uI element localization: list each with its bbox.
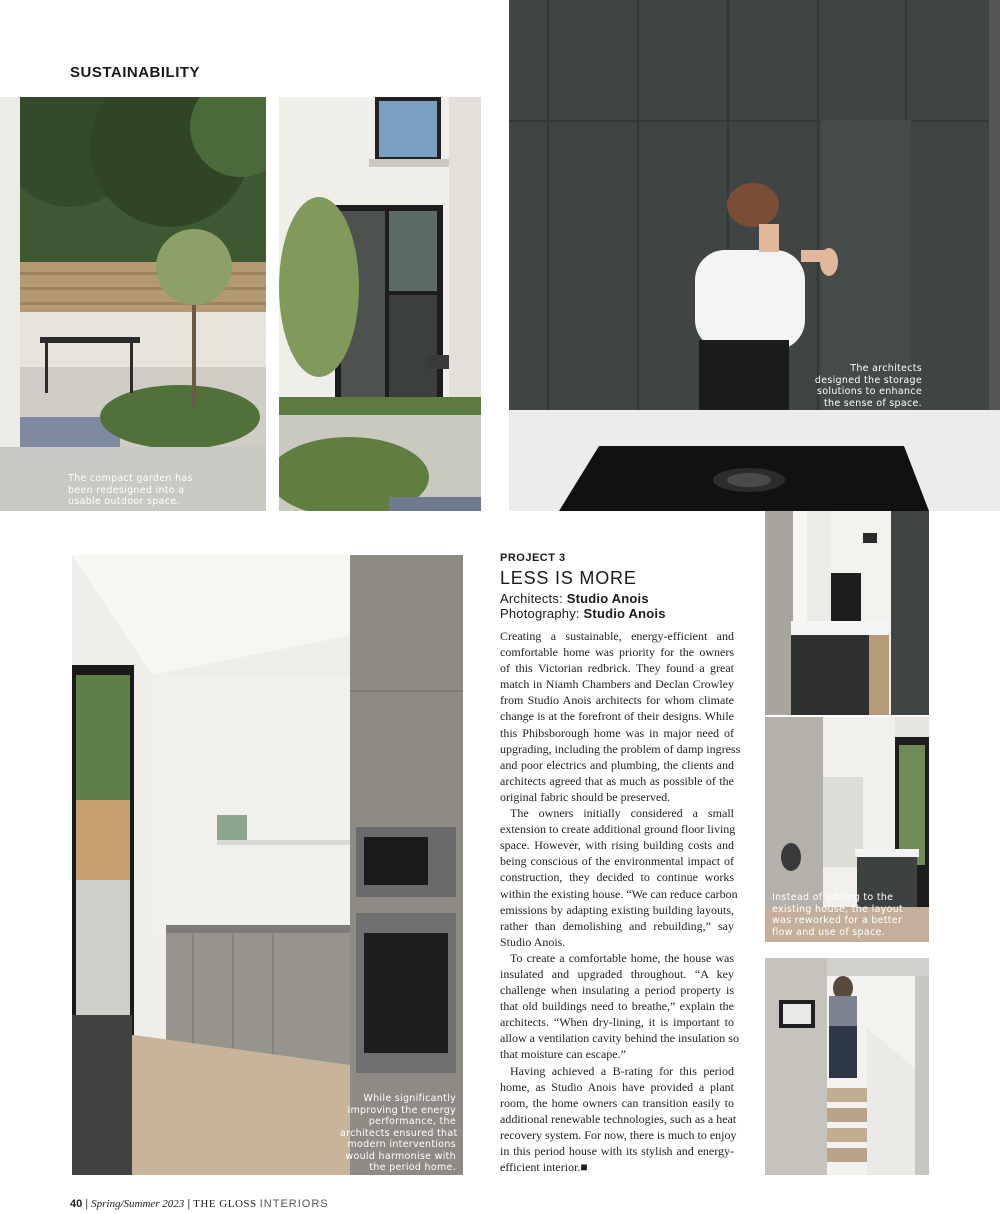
photography-credit: [500, 606, 666, 621]
body-line: in this period house with its stylish and energy-: [500, 1144, 734, 1158]
article-headline: LESS IS MORE: [500, 568, 637, 588]
body-line: architects agreed that as much as possible of the: [500, 773, 734, 788]
footer-separator: |: [187, 1198, 191, 1210]
body-line: this Phibsborough home was in major need of: [500, 725, 734, 740]
photography-value: Studio Anois: [583, 606, 666, 621]
body-line: construction, they decided to continue works: [500, 870, 734, 885]
body-line: home, as Studio Anois have provided a plant: [500, 1079, 734, 1094]
body-line: Having achieved a B-rating for this period: [510, 1063, 734, 1078]
magazine-section: INTERIORS: [259, 1198, 329, 1210]
body-line: match in Niamh Chambers and Declan Crowley: [500, 677, 734, 692]
caption-layout: Instead of adding to the existing house, the layout was reworked for a better flow and use of space.: [772, 892, 904, 938]
body-line: original fabric should be preserved.: [500, 789, 671, 804]
caption-kitchen: While significantly improving the energy performance, the architects ensured that modern interventions would harmonise with the period home.: [340, 1093, 458, 1173]
body-line: emissions by adapting existing building layouts,: [500, 902, 734, 917]
body-line: architects. “When dry-lining, it is important to: [500, 1015, 734, 1030]
exterior-photo: [279, 97, 481, 511]
body-line: To create a comfortable home, the house was: [510, 950, 734, 965]
project-kicker: PROJECT 3: [500, 552, 566, 564]
article-body: [500, 628, 741, 1175]
body-line: allow a ventilation cavity behind the insulation so: [500, 1031, 739, 1046]
body-line: from Studio Anois architects for whom climate: [500, 693, 734, 708]
body-line: of this Victorian redbrick. They found a great: [500, 661, 734, 676]
caption-storage: The architects designed the storage solutions to enhance the sense of space.: [814, 363, 922, 409]
body-line: Creating a sustainable, energy-efficient and: [500, 629, 734, 643]
magazine-name: THE GLOSS: [193, 1198, 257, 1210]
page-footer: [70, 1198, 329, 1210]
page-number: 40: [70, 1198, 83, 1210]
body-line: insulated and upgraded throughout. “A key: [500, 966, 734, 981]
body-line: comfortable home was priority for the owners: [500, 645, 734, 660]
garden-photo: [0, 97, 266, 511]
body-line: The owners initially considered a small: [510, 806, 734, 821]
body-line: Studio Anois.: [500, 934, 566, 949]
body-line: room, the home owners can transition easily to: [500, 1095, 734, 1110]
architects-credit: [500, 591, 649, 606]
body-line: being conscious of the environmental impact of: [500, 854, 734, 869]
body-line: efficient interior.■: [500, 1160, 588, 1175]
body-line: rather than demolishing and rebuilding,” say: [500, 918, 734, 933]
body-line: within the existing house. “We can reduce carbon: [500, 886, 738, 901]
staircase-photo: [765, 958, 929, 1175]
body-line: that moisture can escape.”: [500, 1047, 626, 1062]
body-line: upgrading, including the problem of damp ingress: [500, 741, 741, 756]
body-line: and poor electrics and plumbing, the clients and: [500, 757, 734, 772]
caption-garden: The compact garden has been redesigned into a usable outdoor space.: [68, 473, 193, 507]
body-line: additional renewable technologies, such as a heat: [500, 1111, 737, 1126]
body-line: recovery system. For now, there is much to enjoy: [500, 1127, 737, 1142]
body-line: that old buildings need to breathe,” explain the: [500, 999, 734, 1014]
photography-label: Photography:: [500, 606, 580, 621]
body-line: challenge when insulating a period property is: [500, 983, 734, 998]
architects-label: Architects:: [500, 591, 563, 606]
living-room-photo: [765, 511, 929, 715]
body-line: space. However, with rising building costs and: [500, 838, 734, 853]
issue-name: Spring/Summer 2023: [91, 1198, 185, 1210]
footer-separator: |: [85, 1198, 89, 1210]
kitchen-photo: [72, 555, 463, 1175]
section-label: SUSTAINABILITY: [70, 64, 201, 81]
body-line: extension to create additional ground floor living: [500, 822, 736, 837]
storage-wall-photo: [509, 0, 1000, 511]
body-line: change is at the forefront of their designs. While: [500, 709, 734, 724]
architects-value: Studio Anois: [566, 591, 649, 606]
